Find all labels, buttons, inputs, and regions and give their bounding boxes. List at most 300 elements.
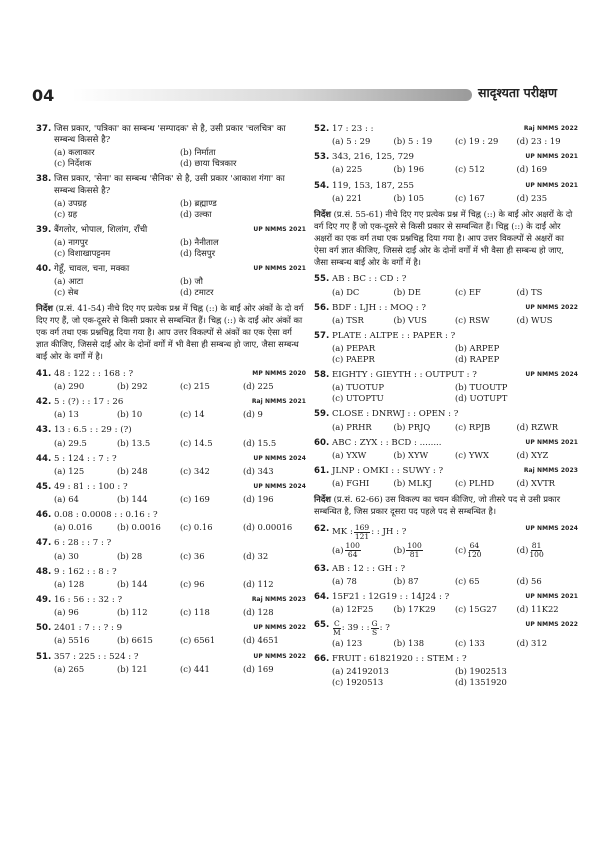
question-text: 343, 216, 125, 729 [332,152,415,163]
answer-option: (b) VUS [393,314,427,325]
question-item [314,181,578,204]
answer-option: (a) 123 [332,638,363,649]
answer-option: (a) कलाकार [54,147,95,158]
question-header [36,567,306,578]
answer-option: (a) 78 [332,575,357,586]
answer-option: (c) PAEPR [332,354,375,365]
question-item [36,510,306,533]
answer-option: (a) 12F25 [332,604,374,615]
option-letter: (c) [455,544,467,555]
answer-option: (b) XYW [393,449,429,460]
question-item [314,331,578,365]
question-item [314,620,578,649]
answer-option: (b) ब्रह्माण्ड [180,197,217,208]
options-list [314,382,578,404]
question-number: 58. [314,370,330,381]
answer-option: (d) 0.00016 [243,522,293,533]
question-item [314,370,578,404]
answer-option: (d) 312 [516,638,548,649]
question-text: EIGHTY : GIEYTH : : OUTPUT : ? [332,370,477,381]
answer-option: (c) 1920513 [332,677,384,688]
answer-option: (b) 10 [117,409,143,420]
options-list [314,638,578,649]
question-text: गेहूँ, चावल, चना, मक्का [54,263,130,274]
question-number: 56. [314,302,330,313]
exam-source-tag: UP NMMS 2022 [253,652,306,660]
options-list [36,635,306,646]
question-number: 46. [36,510,52,521]
question-item [314,524,578,559]
options-list [36,381,306,392]
answer-option [517,542,579,559]
options-list [36,466,306,477]
question-text: 49 : 81 : : 100 : ? [54,481,128,492]
question-item [36,174,306,219]
question-item [314,124,578,147]
page-header [0,80,600,110]
question-text: 5 : (?) : : 17 : 26 [54,397,124,408]
exam-source-tag: UP NMMS 2021 [525,438,578,446]
instruction-label: निर्देश [314,208,331,219]
answer-option: (c) 133 [455,638,485,649]
option-fraction [406,542,422,559]
question-text: 13 : 6.5 : : 29 : (?) [54,425,132,436]
answer-option: (d) 196 [243,494,274,505]
question-header [36,538,306,549]
question-number: 63. [314,563,330,574]
answer-option: (b) जौ [180,276,203,287]
question-header [314,274,578,285]
answer-option: (d) RAPEP [455,354,500,365]
answer-option: (d) 225 [243,380,274,391]
answer-option: (a) 96 [54,607,79,618]
answer-option: (b) 87 [393,575,419,586]
options-list [314,136,578,147]
header-gradient-bar [72,89,472,101]
answer-option: (c) 36 [180,550,205,561]
answer-option: (d) 32 [243,550,269,561]
answer-option: (b) 144 [117,578,148,589]
question-text: 0.08 : 0.0008 : : 0.16 : ? [54,510,158,521]
answer-option: (d) 11K22 [516,604,559,615]
answer-option: (c) RPJB [455,421,491,432]
question-text: FRUIT : 61821920 : : STEM : ? [332,654,467,665]
options-list [314,287,578,298]
options-list [314,666,578,688]
question-text: जिस प्रकार, 'पत्रिका' का सम्बन्ध 'सम्पादक' से है, उसी प्रकार 'चलचित्र' का सम्बन्ध किससे है? [54,124,286,146]
question-header [314,409,578,420]
exam-source-tag: UP NMMS 2024 [253,454,306,462]
question-header [314,564,578,575]
options-list [314,604,578,615]
answer-option: (d) UOTUPT [455,393,508,404]
answer-option: (b) 0.0016 [117,522,161,533]
question-number: 38. [36,174,52,185]
answer-option: (a) 128 [54,578,85,589]
answer-option: (b) नैनीताल [180,236,219,247]
exam-source-tag: UP NMMS 2024 [525,525,578,533]
answer-option: (a) 125 [54,465,85,476]
question-number: 45. [36,481,52,492]
exam-source-tag: UP NMMS 2021 [525,593,578,601]
answer-option: (c) 19 : 29 [455,136,499,147]
answer-option: (a) 30 [54,550,79,561]
answer-option: (c) YWX [455,449,489,460]
question-suffix: : ? [379,623,390,634]
options-list [314,164,578,175]
exam-source-tag: UP NMMS 2022 [525,621,578,629]
question-number: 55. [314,274,330,285]
question-item [314,409,578,432]
question-prefix: MK : [332,526,353,537]
answer-option: (d) 9 [243,409,263,420]
exam-source-tag: UP NMMS 2021 [253,225,306,233]
options-list [36,522,306,533]
question-number: 41. [36,368,52,379]
question-item [36,225,306,259]
answer-option: (c) 342 [180,465,210,476]
fraction-denominator: 120 [467,549,482,559]
exam-source-tag: MP NMMS 2020 [252,369,306,377]
answer-option: (b) ARPEP [455,343,500,354]
answer-option: (c) EF [455,286,481,297]
fraction-denominator: S [372,628,378,638]
question-text: 357 : 225 : : 524 : ? [54,651,139,662]
question-text: 119, 153, 187, 255 [332,180,415,191]
answer-option: (b) 121 [117,663,148,674]
question-text: PLATE : ALTPE : : PAPER : ? [332,331,456,342]
options-list [36,664,306,675]
question-text: 5 : 124 : : 7 : ? [54,453,117,464]
exam-source-tag: UP NMMS 2021 [253,264,306,272]
question-text: 16 : 56 : : 32 : ? [54,595,123,606]
fraction-numerator: 100 [345,540,360,550]
answer-option: (d) WUS [516,314,553,325]
options-list [314,193,578,204]
fraction-denominator: 100 [529,549,544,559]
answer-option: (a) नागपुर [54,236,88,247]
answer-option: (c) 0.16 [180,522,213,533]
options-list [36,237,306,259]
question-text: जिस प्रकार, 'सेना' का सम्बन्ध 'सैनिक' से है, उसी प्रकार 'आकाश गंगा' का सम्बन्ध किससे है? [54,174,285,196]
instruction-label: निर्देश [314,494,331,505]
question-text: JLNP : OMKI : : SUWY : ? [332,465,444,476]
answer-option: (a) 0.016 [54,522,93,533]
question-item [314,152,578,175]
question-item [36,425,306,448]
question-number: 40. [36,263,52,274]
answer-option: (d) छाया चित्रकार [180,158,237,169]
answer-option: (d) उल्का [180,208,212,219]
answer-option: (a) 64 [54,494,79,505]
answer-option: (a) PRHR [332,421,372,432]
options-list [36,551,306,562]
question-item [314,274,578,297]
question-item [314,564,578,587]
question-number: 54. [314,180,330,191]
exam-source-tag: UP NMMS 2024 [253,482,306,490]
options-list [314,315,578,326]
options-list [314,576,578,587]
answer-option: (c) ग्रह [54,208,78,219]
answer-option: (b) 5 : 19 [393,136,433,147]
answer-option: (c) सेब [54,287,79,298]
exam-source-tag: Raj NMMS 2022 [523,125,578,132]
question-item [36,482,306,505]
answer-option: (d) 235 [516,192,548,203]
question-header [314,331,578,342]
question-number: 50. [36,623,52,634]
question-number: 62. [314,524,330,535]
answer-option: (a) 13 [54,409,79,420]
answer-option: (c) 14.5 [180,437,213,448]
question-item [36,397,306,420]
answer-option: (a) 5516 [54,635,90,646]
answer-option [455,542,517,559]
question-middle: : 39 : : [341,623,370,634]
options-list [36,276,306,298]
answer-option: (b) 292 [117,380,148,391]
answer-option: (a) TSR [332,314,364,325]
instruction-label: निर्देश [36,303,53,314]
question-number: 61. [314,465,330,476]
answer-option: (a) FGHI [332,478,370,489]
question-text: CLOSE : DNRWJ : : OPEN : ? [332,409,459,420]
option-fraction [345,542,361,559]
answer-option: (b) 28 [117,550,143,561]
options-list [36,409,306,420]
question-header [36,174,306,196]
question-text: 15F21 : 12G19 : : 14J24 : ? [332,592,450,603]
question-item [36,538,306,561]
answer-option: (a) PEPAR [332,343,376,354]
question-suffix: : : JH : ? [371,526,407,537]
instruction-text: (प्र.सं. 55-61) नीचे दिए गए प्रत्येक प्रश्न में चिह्न (::) के बाईं ओर अक्षरों के दो वर्ग दिए गए हैं जो एक-दूसरे से किसी प्रकार से सम्बन्धित हैं। चिह्न (::) के दाईं ओर अक्षरों का एक वर्ग तथा एक प्रश्नचिह्न दिया गया है। आप उत्तर विकल्पों से अक्षरों का ऐसा वर्ग ज्ञात कीजिए, जिससे दाईं ओर के दोनों वर्गों में भी वैसा ही सम्बन्ध हो जाए, जैसा सम्बन्ध बाईं ओर के वर्गों में है। [314,208,573,267]
question-number: 48. [36,566,52,577]
instruction-text: (प्र.सं. 62-66) उस विकल्प का चयन कीजिए, जो तीसरे पद से उसी प्रकार सम्बन्धित है, जिस प्रकार दूसरा पद पहले पद से सम्बन्धित है। [314,494,561,517]
answer-option: (c) 167 [455,192,485,203]
answer-option: (d) 169 [243,663,274,674]
answer-option: (d) TS [516,286,543,297]
options-list [36,494,306,505]
instruction-block [314,494,578,518]
question-number: 49. [36,595,52,606]
exam-source-tag: Raj NMMS 2023 [523,466,578,474]
answer-option: (d) 15.5 [243,437,277,448]
answer-option: (b) DE [393,286,421,297]
question-text: ABC : ZYX : : BCD : ........ [332,437,442,448]
answer-option: (c) 169 [180,494,210,505]
question-item [36,454,306,477]
chapter-title: सादृश्यता परीक्षण [478,85,558,100]
question-item [314,654,578,688]
answer-option: (b) 248 [117,465,148,476]
option-letter: (a) [332,544,344,555]
question-item [314,438,578,461]
exam-source-tag: Raj NMMS 2021 [251,398,306,406]
answer-option: (b) PRJQ [393,421,431,432]
exam-source-tag: UP NMMS 2021 [525,153,578,161]
answer-option: (c) 118 [180,607,210,618]
exam-source-tag: UP NMMS 2021 [525,181,578,189]
answer-option: (b) निर्माता [180,147,216,158]
question-number: 44. [36,453,52,464]
answer-option: (c) निर्देशक [54,158,92,169]
answer-option: (a) 225 [332,164,363,175]
exam-source-tag: UP NMMS 2024 [525,371,578,379]
question-item [314,466,578,489]
question-number: 60. [314,437,330,448]
instruction-text: (प्र.सं. 41-54) नीचे दिए गए प्रत्येक प्रश्न में चिह्न (::) के बाईं ओर अंकों के दो वर्ग दिए गए हैं, जो एक-दूसरे से किसी प्रकार से सम्बन्धित हैं। चिह्न (::) के दाईं ओर अंकों का एक वर्ग तथा एक प्रश्नचिह्न दिया गया है। आप उत्तर विकल्पों से अंकों का एक ऐसा वर्ग ज्ञात कीजिए, जिससे दाईं ओर के दोनों वर्गों में भी वैसा ही सम्बन्ध हो जाए, जैसा सम्बन्ध बाईं ओर के वर्गों में है। [36,303,304,361]
question-number: 52. [314,124,330,134]
answer-option: (d) टमाटर [180,287,214,298]
question-fraction [354,524,370,541]
answer-option: (b) 196 [393,164,425,175]
answer-option: (d) 1351920 [455,677,507,688]
instruction-block [36,303,306,363]
question-text: 2401 : 7 : : ? : 9 [54,623,123,634]
question-item [36,652,306,675]
question-item [314,592,578,615]
option-fraction [467,542,481,559]
answer-option: (d) 56 [516,575,542,586]
answer-option: (c) 512 [455,164,485,175]
options-list [314,478,578,489]
answer-option: (b) 144 [117,494,148,505]
options-list [314,422,578,433]
question-item [36,595,306,618]
answer-option: (d) XYZ [516,449,549,460]
right-column [314,124,578,693]
answer-option: (b) MLKJ [393,478,432,489]
answer-option: (b) 13.5 [117,437,151,448]
answer-option: (c) 441 [180,663,210,674]
question-text: 17 : 23 : : [332,124,374,134]
fraction-denominator: 81 [409,549,420,559]
fraction-numerator: C [334,619,340,629]
answer-option: (d) 112 [243,578,274,589]
question-item [36,264,306,298]
question-number: 47. [36,538,52,549]
instruction-block [314,209,578,269]
question-text: BDF : LJH : : MOQ : ? [332,302,427,313]
option-fraction [529,542,543,559]
answer-option: (b) 6615 [117,635,153,646]
options-list [36,198,306,220]
answer-option: (a) TUOTUP [332,382,384,393]
answer-option: (c) UTOPTU [332,393,384,404]
answer-option: (a) 5 : 29 [332,136,371,147]
answer-option: (d) 4651 [243,635,279,646]
option-letter: (d) [516,544,529,555]
left-column [36,124,306,680]
answer-option: (d) 343 [243,465,274,476]
fraction-numerator: 81 [531,540,542,550]
answer-option: (d) दिसपुर [180,247,216,258]
answer-option: (c) 215 [180,380,210,391]
page-number: 04 [32,86,55,105]
question-number: 66. [314,654,330,665]
answer-option: (d) 169 [516,164,548,175]
question-text: AB : BC : : CD : ? [332,274,407,285]
options-list [314,450,578,461]
answer-option: (a) आटा [54,276,84,287]
question-header [36,510,306,521]
answer-option: (c) PLHD [455,478,495,489]
answer-option: (d) RZWR [516,421,559,432]
question-text: 48 : 122 : : 168 : ? [54,368,134,379]
answer-option: (a) YXW [332,449,367,460]
question-number: 53. [314,152,330,163]
fraction-numerator: 64 [469,540,480,550]
question-header [314,654,578,665]
options-list [314,343,578,365]
question-item [36,623,306,646]
answer-option: (d) 128 [243,607,274,618]
question-item [36,567,306,590]
answer-option: (c) 96 [180,578,205,589]
answer-option: (a) 290 [54,380,85,391]
exam-source-tag: Raj NMMS 2023 [251,596,306,604]
exam-source-tag: UP NMMS 2022 [525,303,578,311]
fraction-denominator: 64 [347,549,358,559]
exam-source-tag: UP NMMS 2022 [253,624,306,632]
option-letter: (b) [393,544,406,555]
answer-option: (b) 105 [393,192,425,203]
question-number: 42. [36,397,52,408]
answer-option: (b) TUOUTP [455,382,508,393]
answer-option: (c) 65 [455,575,480,586]
fraction-denominator: 121 [354,531,370,541]
answer-option: (b) 17K29 [393,604,436,615]
question-text: 9 : 162 : : 8 : ? [54,566,117,577]
options-list [314,542,578,559]
answer-option: (b) 1902513 [455,666,507,677]
question-number: 43. [36,425,52,436]
answer-option: (d) 23 : 19 [516,136,561,147]
answer-option: (a) 24192013 [332,666,389,677]
question-text: बैंगलोर, भोपाल, शिलांग, राँची [54,224,148,235]
question-fraction [333,620,341,637]
answer-option: (b) 112 [117,607,148,618]
question-number: 59. [314,409,330,420]
answer-option [394,542,456,559]
answer-option: (c) विशाखापट्टनम [54,247,111,258]
answer-option: (a) 29.5 [54,437,87,448]
question-text: AB : 12 : : GH : ? [332,563,406,574]
question-fraction [371,620,379,637]
fraction-numerator: G [371,619,378,629]
question-header [36,124,306,146]
question-number: 39. [36,224,52,235]
question-number: 37. [36,124,52,134]
answer-option: (c) 6561 [180,635,216,646]
fraction-numerator: 169 [354,523,370,533]
fraction-numerator: 100 [407,540,422,550]
answer-option: (c) 15G27 [455,604,497,615]
answer-option: (a) DC [332,286,360,297]
answer-option: (c) 14 [180,409,205,420]
answer-option: (a) उपग्रह [54,197,87,208]
answer-option: (d) XVTR [516,478,555,489]
question-number: 57. [314,331,330,342]
question-item [36,369,306,392]
answer-option: (c) RSW [455,314,490,325]
answer-option [332,542,394,559]
options-list [36,607,306,618]
answer-option: (a) 221 [332,192,363,203]
question-number: 51. [36,651,52,662]
